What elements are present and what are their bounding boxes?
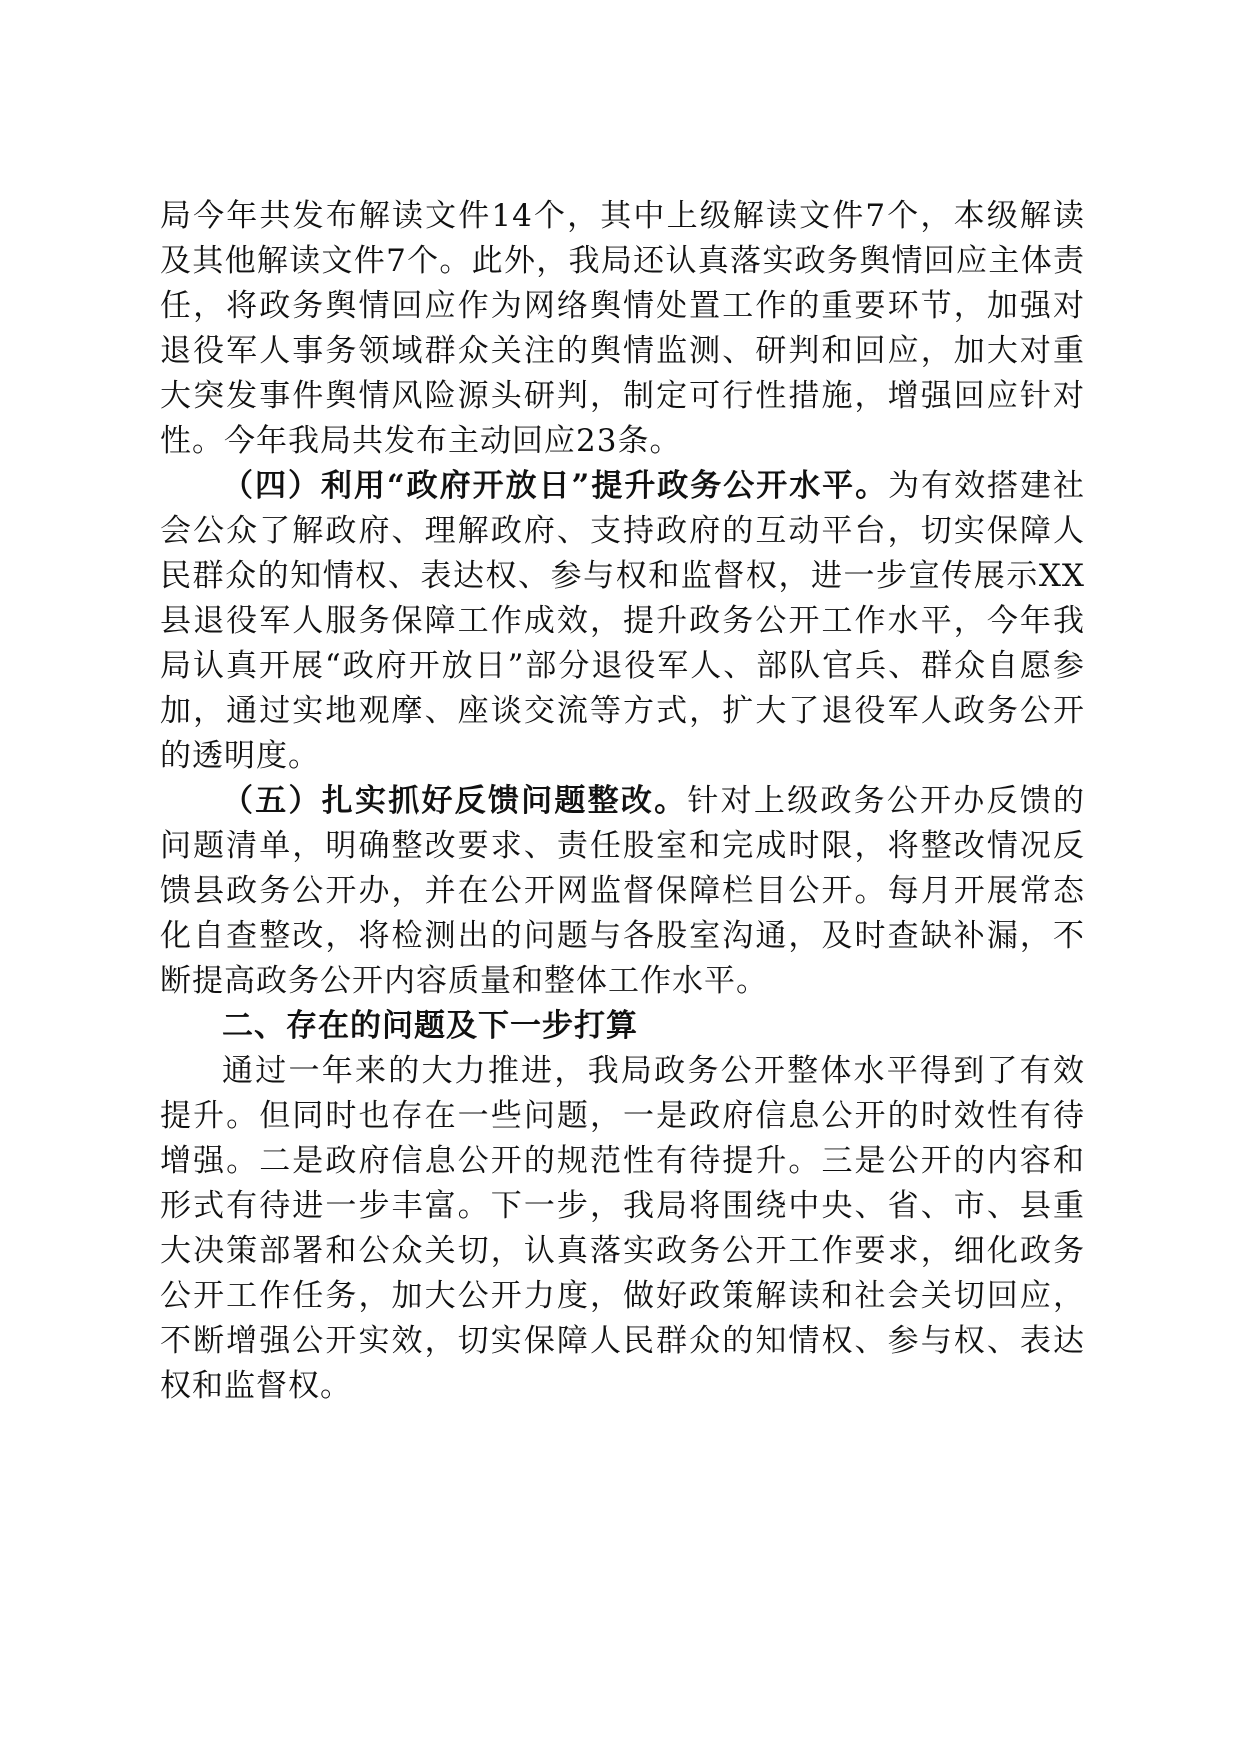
paragraph-rectification (160, 779, 1085, 1004)
paragraph-lead: （四）利用“政府开放日”提升政务公开水平。 (222, 468, 889, 504)
paragraph-problems-next-steps (160, 1049, 1085, 1409)
paragraph-interpretation-docs (160, 194, 1085, 464)
paragraph-text: 为有效搭建社会公众了解政府、理解政府、支持政府的互动平台，切实保障人民群众的知情权、表达权、参与权和监督权，进一步宣传展示XX县退役军人服务保障工作成效，提升政务公开工作水平，今年我局认真开展“政府开放日”部分退役军人、部队官兵、群众自愿参加，通过实地观摩、座谈交流等方式，扩大了退役军人政务公开的透明度。 (160, 468, 1085, 774)
paragraph-text: 通过一年来的大力推进，我局政务公开整体水平得到了有效提升。但同时也存在一些问题，一是政府信息公开的时效性有待增强。二是政府信息公开的规范性有待提升。三是公开的内容和形式有待进一步丰富。下一步，我局将围绕中央、省、市、县重大决策部署和公众关切，认真落实政务公开工作要求，细化政务公开工作任务，加大公开力度，做好政策解读和社会关切回应，不断增强公开实效，切实保障人民群众的知情权、参与权、表达权和监督权。 (160, 1053, 1085, 1404)
document-body (160, 194, 1085, 1409)
paragraph-open-day (160, 464, 1085, 779)
paragraph-text: 局今年共发布解读文件14个，其中上级解读文件7个，本级解读及其他解读文件7个。此外，我局还认真落实政务舆情回应主体责任，将政务舆情回应作为网络舆情处置工作的重要环节，加强对退役军人事务领域群众关注的舆情监测、研判和回应，加大对重大突发事件舆情风险源头研判，制定可行性措施，增强回应针对性。今年我局共发布主动回应23条。 (160, 198, 1085, 459)
section-heading: 二、存在的问题及下一步打算 (222, 1008, 638, 1044)
paragraph-lead: （五）扎实抓好反馈问题整改。 (222, 783, 688, 819)
paragraph-text: 针对上级政务公开办反馈的问题清单，明确整改要求、责任股室和完成时限，将整改情况反馈县政务公开办，并在公开网监督保障栏目公开。每月开展常态化自查整改，将检测出的问题与各股室沟通，及时查缺补漏，不断提高政务公开内容质量和整体工作水平。 (160, 783, 1085, 999)
